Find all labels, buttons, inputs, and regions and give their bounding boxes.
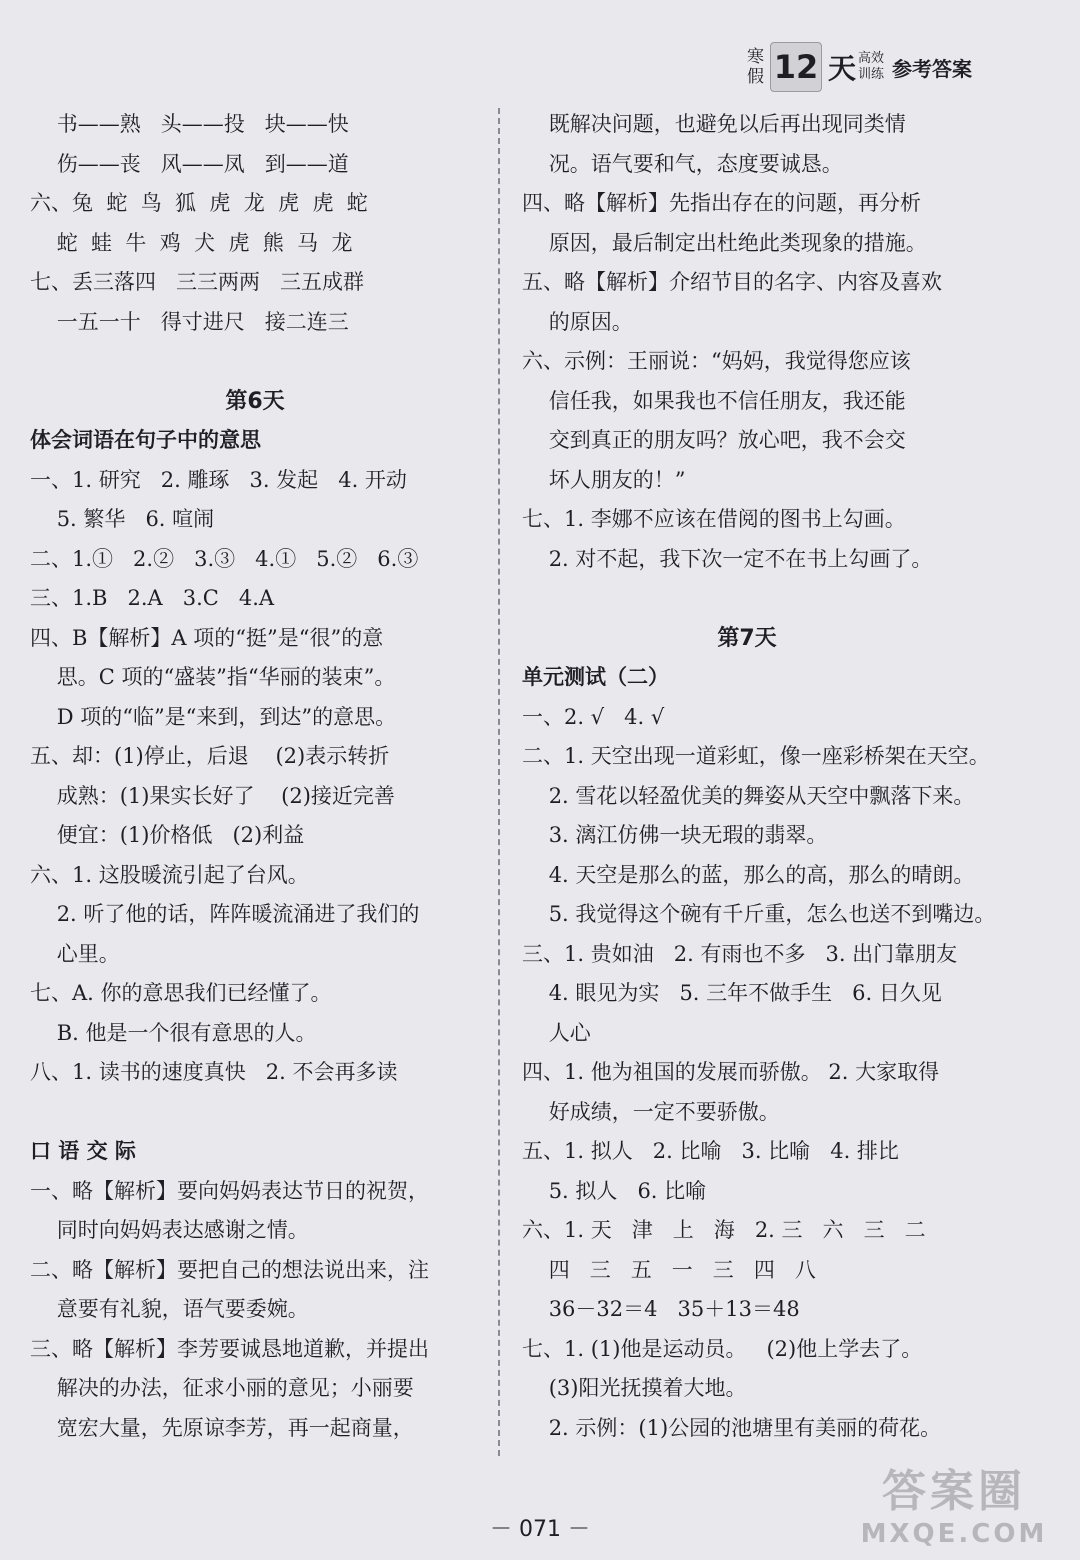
answer-line: 成熟：(1)果实长好了 (2)接近完善 xyxy=(30,783,395,808)
section-heading: 第7天 xyxy=(717,625,777,651)
answer-line: 2. 对不起，我下次一定不在书上勾画了。 xyxy=(522,546,933,571)
right-column xyxy=(522,105,996,1448)
page-number: － 071 － xyxy=(490,1517,590,1542)
answer-line: B. 他是一个很有意思的人。 xyxy=(30,1020,317,1045)
answer-line: 好成绩，一定不要骄傲。 xyxy=(522,1099,780,1124)
watermark-logo: 答案圈 MXQE.COM xyxy=(860,1466,1048,1549)
answer-line: 六、示例：王丽说：“妈妈，我觉得您应该 xyxy=(522,349,911,373)
section-heading: 第6天 xyxy=(225,388,285,414)
answer-line: 四 三 五 一 三 四 八 xyxy=(522,1257,816,1282)
answer-line: 5. 拟人 6. 比喻 xyxy=(522,1178,707,1203)
answer-line: 2. 雪花以轻盈优美的舞姿从天空中飘落下来。 xyxy=(522,783,975,808)
answer-line: 六、1. 天 津 上 海 2. 三 六 三 二 xyxy=(522,1218,926,1242)
answer-line: 心里。 xyxy=(30,941,120,966)
answer-line: 便宜：(1)价格低 (2)利益 xyxy=(30,823,305,847)
answer-line: 蛇 蛙 牛 鸡 犬 虎 熊 马 龙 xyxy=(30,230,353,255)
answer-line: 四、B【解析】A 项的“挺”是“很”的意 xyxy=(30,625,384,650)
section-subtitle: 口 语 交 际 xyxy=(30,1139,136,1163)
answer-line: 意要有礼貌，语气要委婉。 xyxy=(30,1297,309,1321)
answer-line: 原因，最后制定出杜绝此类现象的措施。 xyxy=(522,230,927,255)
answer-line: 六、兔 蛇 鸟 狐 虎 龙 虎 虎 蛇 xyxy=(30,191,368,215)
header xyxy=(747,42,972,92)
section-subtitle: 体会词语在句子中的意思 xyxy=(30,428,261,452)
answer-line: 五、却：(1)停止，后退 (2)表示转折 xyxy=(30,744,390,768)
answer-line: 5. 我觉得这个碗有千斤重，怎么也送不到嘴边。 xyxy=(522,902,996,926)
answer-line: 八、1. 读书的速度真快 2. 不会再多读 xyxy=(30,1060,398,1084)
answer-line: 五、略【解析】介绍节目的名字、内容及喜欢 xyxy=(522,270,942,294)
answer-line: 5. 繁华 6. 喧闹 xyxy=(30,507,215,531)
answer-line: 3. 漓江仿佛一块无瑕的翡翠。 xyxy=(522,823,828,847)
answer-line: 人心 xyxy=(522,1020,591,1045)
answer-line: D 项的“临”是“来到，到达”的意思。 xyxy=(30,704,397,729)
answer-line: 一、1. 研究 2. 雕琢 3. 发起 4. 开动 xyxy=(30,467,407,492)
answer-line: 伤——丧 风——凤 到——道 xyxy=(30,151,349,176)
answer-line: 信任我，如果我也不信任朋友，我还能 xyxy=(522,388,906,413)
answer-line: 一五一十 得寸进尺 接二连三 xyxy=(30,309,349,334)
header-title: 参考答案 xyxy=(892,56,972,81)
answer-line: 同时向妈妈表达感谢之情。 xyxy=(30,1218,309,1242)
column-divider xyxy=(498,108,500,1456)
answer-line: 一、2. √ 4. √ xyxy=(522,704,665,729)
answer-line: 三、略【解析】李芳要诚恳地道歉，并提出 xyxy=(30,1336,429,1361)
answer-line: 七、丢三落四 三三两两 三五成群 xyxy=(30,270,365,294)
answer-line: 宽宏大量，先原谅李芳，再一起商量， xyxy=(30,1415,414,1440)
header-days-badge: 12 xyxy=(770,42,822,92)
answer-line: 七、1. 李娜不应该在借阅的图书上勾画。 xyxy=(522,507,906,531)
answer-line: 解决的办法，征求小丽的意见；小丽要 xyxy=(30,1376,414,1400)
answer-line: 七、A. 你的意思我们已经懂了。 xyxy=(30,981,332,1005)
answer-line: 二、1.① 2.② 3.③ 4.① 5.② 6.③ xyxy=(30,546,419,571)
answer-line: 36－32＝4 35＋13＝48 xyxy=(522,1297,800,1321)
answer-line: 二、略【解析】要把自己的想法说出来，注 xyxy=(30,1257,429,1282)
answer-line: 七、1. (1)他是运动员。 (2)他上学去了。 xyxy=(522,1336,923,1361)
answer-line: 思。C 项的“盛装”指“华丽的装束”。 xyxy=(30,665,396,689)
answer-line: 坏人朋友的！” xyxy=(522,467,686,492)
answer-line: 况。语气要和气，态度要诚恳。 xyxy=(522,151,843,176)
header-tian: 天 xyxy=(827,52,856,85)
answer-line: 二、1. 天空出现一道彩虹，像一座彩桥架在天空。 xyxy=(522,744,990,768)
answer-line: 三、1. 贵如油 2. 有雨也不多 3. 出门靠朋友 xyxy=(522,941,958,966)
header-gaoxiao: 高效 训练 xyxy=(857,51,884,82)
answer-line: 四、略【解析】先指出存在的问题，再分析 xyxy=(522,191,921,215)
answer-line: 4. 眼见为实 5. 三年不做手生 6. 日久见 xyxy=(522,981,942,1005)
spacer xyxy=(30,1093,480,1133)
answer-line: 2. 听了他的话，阵阵暖流涌进了我们的 xyxy=(30,902,420,926)
answer-line: 交到真正的朋友吗？放心吧，我不会交 xyxy=(522,428,906,452)
answer-line: 四、1. 他为祖国的发展而骄傲。 2. 大家取得 xyxy=(522,1060,940,1084)
answer-line: 2. 示例：(1)公园的池塘里有美丽的荷花。 xyxy=(522,1415,942,1440)
answer-line: 书——熟 头——投 块——快 xyxy=(30,112,349,136)
answer-line: 一、略【解析】要向妈妈表达节日的祝贺， xyxy=(30,1178,429,1203)
answer-line: 六、1. 这股暖流引起了台风。 xyxy=(30,862,309,887)
answer-line: 的原因。 xyxy=(522,309,633,334)
header-season: 寒 假 xyxy=(746,47,764,87)
answer-line: 三、1.B 2.A 3.C 4.A xyxy=(30,586,275,610)
left-column xyxy=(30,105,480,1448)
spacer xyxy=(30,342,480,382)
spacer xyxy=(522,579,972,619)
answer-line: 既解决问题，也避免以后再出现同类情 xyxy=(522,112,906,136)
answer-line: (3)阳光抚摸着大地。 xyxy=(522,1376,747,1400)
section-subtitle: 单元测试（二） xyxy=(522,665,669,689)
answer-line: 4. 天空是那么的蓝，那么的高，那么的晴朗。 xyxy=(522,862,975,887)
answer-line: 五、1. 拟人 2. 比喻 3. 比喻 4. 排比 xyxy=(522,1139,899,1163)
